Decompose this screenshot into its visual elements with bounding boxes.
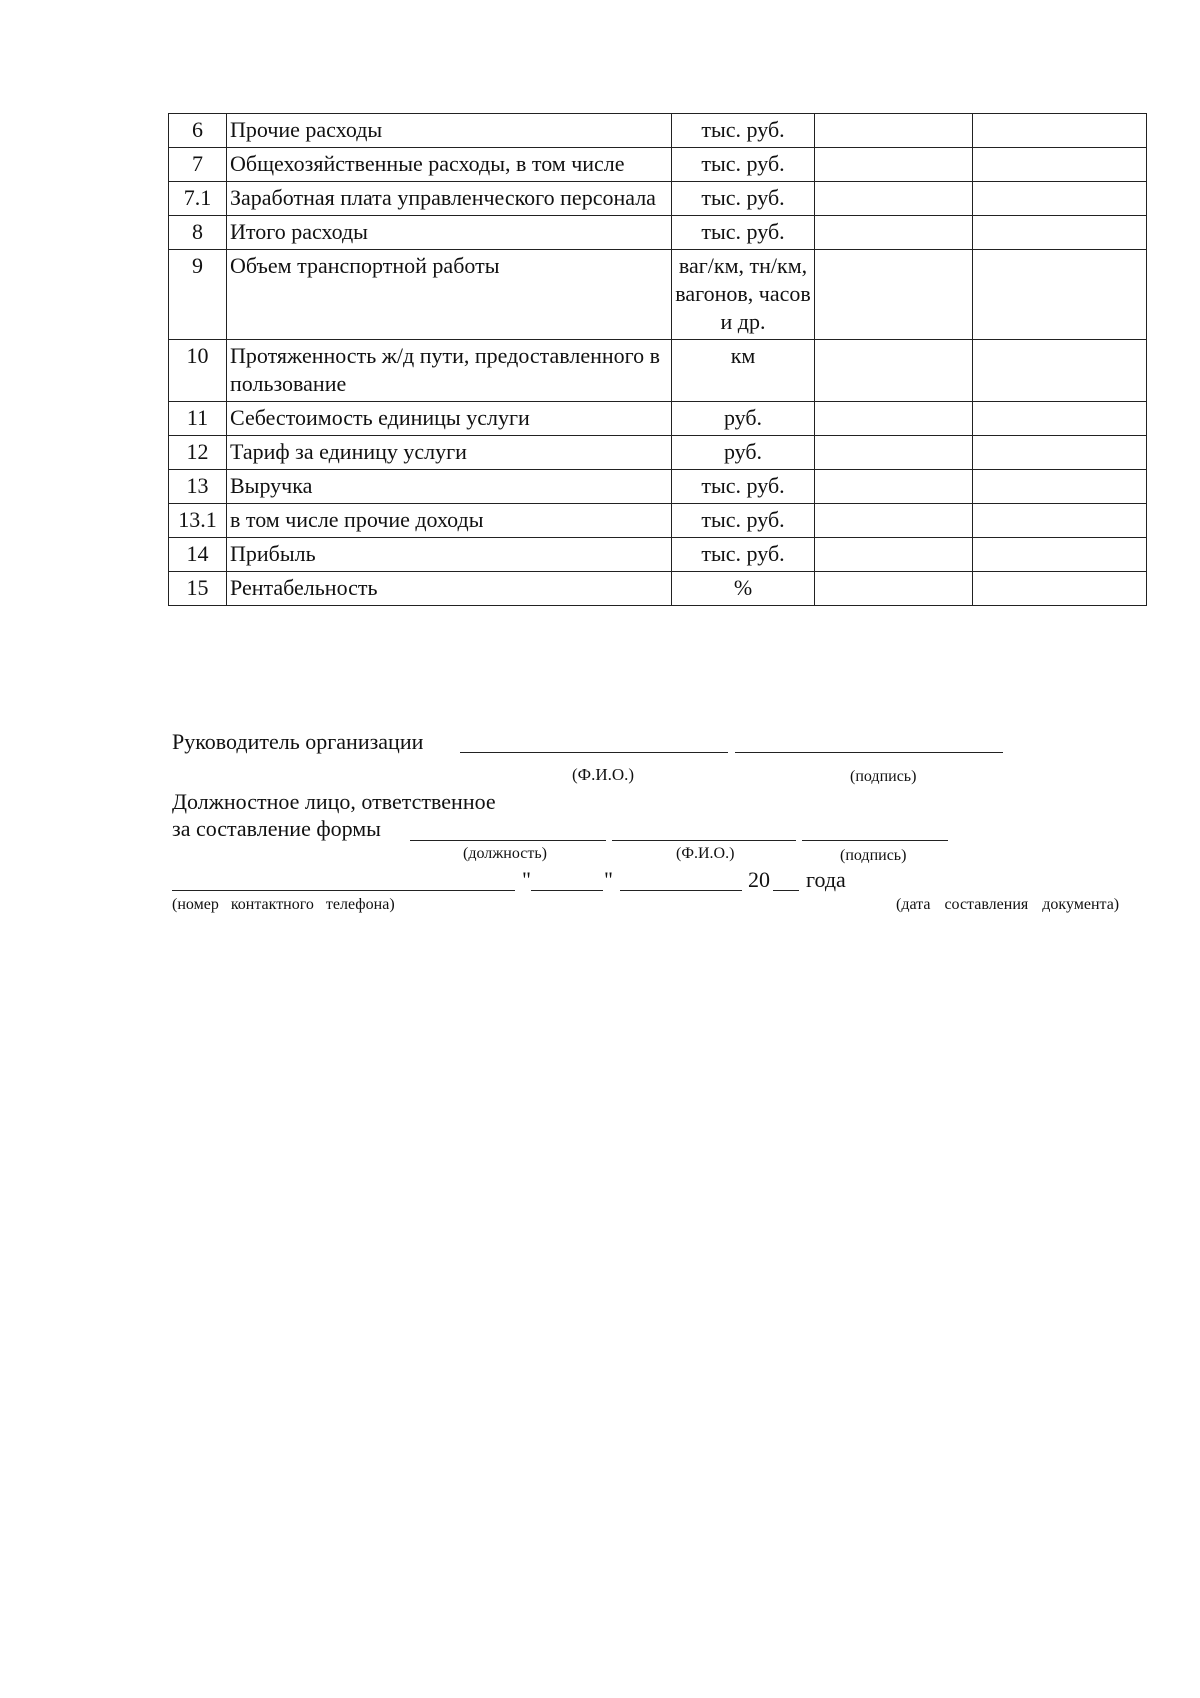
official-signature-caption: (подпись) <box>840 847 907 864</box>
row-number: 11 <box>169 402 227 436</box>
date-day-line[interactable] <box>531 890 603 891</box>
table-row <box>169 402 1147 436</box>
row-name: в том числе прочие доходы <box>227 504 672 538</box>
row-name: Выручка <box>227 470 672 504</box>
official-fio-caption: (Ф.И.О.) <box>676 845 735 862</box>
value-cell[interactable] <box>815 572 973 606</box>
row-unit: тыс. руб. <box>672 538 815 572</box>
row-unit: % <box>672 572 815 606</box>
official-label-line2: за составление формы <box>172 816 381 841</box>
table-row <box>169 148 1147 182</box>
value-cell[interactable] <box>973 504 1147 538</box>
row-name: Прочие расходы <box>227 114 672 148</box>
value-cell[interactable] <box>815 538 973 572</box>
row-unit: руб. <box>672 402 815 436</box>
value-cell[interactable] <box>815 402 973 436</box>
value-cell[interactable] <box>815 436 973 470</box>
value-cell[interactable] <box>973 182 1147 216</box>
row-unit: тыс. руб. <box>672 114 815 148</box>
row-name: Заработная плата управленческого персонала <box>227 182 672 216</box>
row-unit: тыс. руб. <box>672 216 815 250</box>
row-number: 9 <box>169 250 227 340</box>
value-cell[interactable] <box>973 114 1147 148</box>
row-name: Прибыль <box>227 538 672 572</box>
head-of-organization-label: Руководитель организации <box>172 729 424 754</box>
official-fio-line[interactable] <box>612 840 796 841</box>
row-name: Тариф за единицу услуги <box>227 436 672 470</box>
row-number: 10 <box>169 340 227 402</box>
value-cell[interactable] <box>973 250 1147 340</box>
value-cell[interactable] <box>973 470 1147 504</box>
value-cell[interactable] <box>815 504 973 538</box>
row-number: 8 <box>169 216 227 250</box>
row-number: 12 <box>169 436 227 470</box>
date-year-prefix: 20 <box>748 867 770 892</box>
official-position-caption: (должность) <box>463 845 547 862</box>
row-number: 7 <box>169 148 227 182</box>
table-row <box>169 538 1147 572</box>
table-row <box>169 436 1147 470</box>
table-row <box>169 470 1147 504</box>
value-cell[interactable] <box>973 538 1147 572</box>
row-name: Себестоимость единицы услуги <box>227 402 672 436</box>
row-number: 14 <box>169 538 227 572</box>
row-number: 13 <box>169 470 227 504</box>
row-number: 13.1 <box>169 504 227 538</box>
phone-caption: (номер контактного телефона) <box>172 896 395 913</box>
row-unit: км <box>672 340 815 402</box>
value-cell[interactable] <box>973 402 1147 436</box>
row-name: Протяженность ж/д пути, предоставленного в пользование <box>227 340 672 402</box>
value-cell[interactable] <box>815 340 973 402</box>
head-signature-line[interactable] <box>735 752 1003 753</box>
row-unit: ваг/км, тн/км, вагонов, часов и др. <box>672 250 815 340</box>
value-cell[interactable] <box>973 340 1147 402</box>
value-cell[interactable] <box>973 572 1147 606</box>
row-unit: руб. <box>672 436 815 470</box>
head-fio-caption: (Ф.И.О.) <box>572 765 635 784</box>
row-number: 6 <box>169 114 227 148</box>
official-label-line1: Должностное лицо, ответственное <box>172 789 496 814</box>
row-name: Итого расходы <box>227 216 672 250</box>
value-cell[interactable] <box>815 216 973 250</box>
date-year-suffix: года <box>806 867 846 892</box>
value-cell[interactable] <box>815 470 973 504</box>
row-name: Объем транспортной работы <box>227 250 672 340</box>
value-cell[interactable] <box>973 436 1147 470</box>
table-row <box>169 340 1147 402</box>
date-open-quote: " <box>522 867 531 892</box>
value-cell[interactable] <box>815 148 973 182</box>
row-unit: тыс. руб. <box>672 148 815 182</box>
value-cell[interactable] <box>815 114 973 148</box>
head-signature-caption: (подпись) <box>850 768 917 785</box>
value-cell[interactable] <box>973 148 1147 182</box>
row-unit: тыс. руб. <box>672 470 815 504</box>
date-close-quote: " <box>604 867 613 892</box>
head-fio-line[interactable] <box>460 752 728 753</box>
table-row <box>169 182 1147 216</box>
value-cell[interactable] <box>815 182 973 216</box>
table-row <box>169 250 1147 340</box>
row-number: 7.1 <box>169 182 227 216</box>
table-row <box>169 114 1147 148</box>
row-number: 15 <box>169 572 227 606</box>
row-name: Общехозяйственные расходы, в том числе <box>227 148 672 182</box>
table-row <box>169 504 1147 538</box>
value-cell[interactable] <box>973 216 1147 250</box>
value-cell[interactable] <box>815 250 973 340</box>
row-name: Рентабельность <box>227 572 672 606</box>
row-unit: тыс. руб. <box>672 182 815 216</box>
row-unit: тыс. руб. <box>672 504 815 538</box>
table-row <box>169 572 1147 606</box>
date-caption: (дата составления документа) <box>896 896 1120 913</box>
phone-number-line[interactable] <box>172 890 515 891</box>
table-row <box>169 216 1147 250</box>
date-year-line[interactable] <box>773 890 799 891</box>
date-month-line[interactable] <box>620 890 742 891</box>
official-position-line[interactable] <box>410 840 606 841</box>
report-table <box>168 113 1147 606</box>
official-signature-line[interactable] <box>802 840 948 841</box>
